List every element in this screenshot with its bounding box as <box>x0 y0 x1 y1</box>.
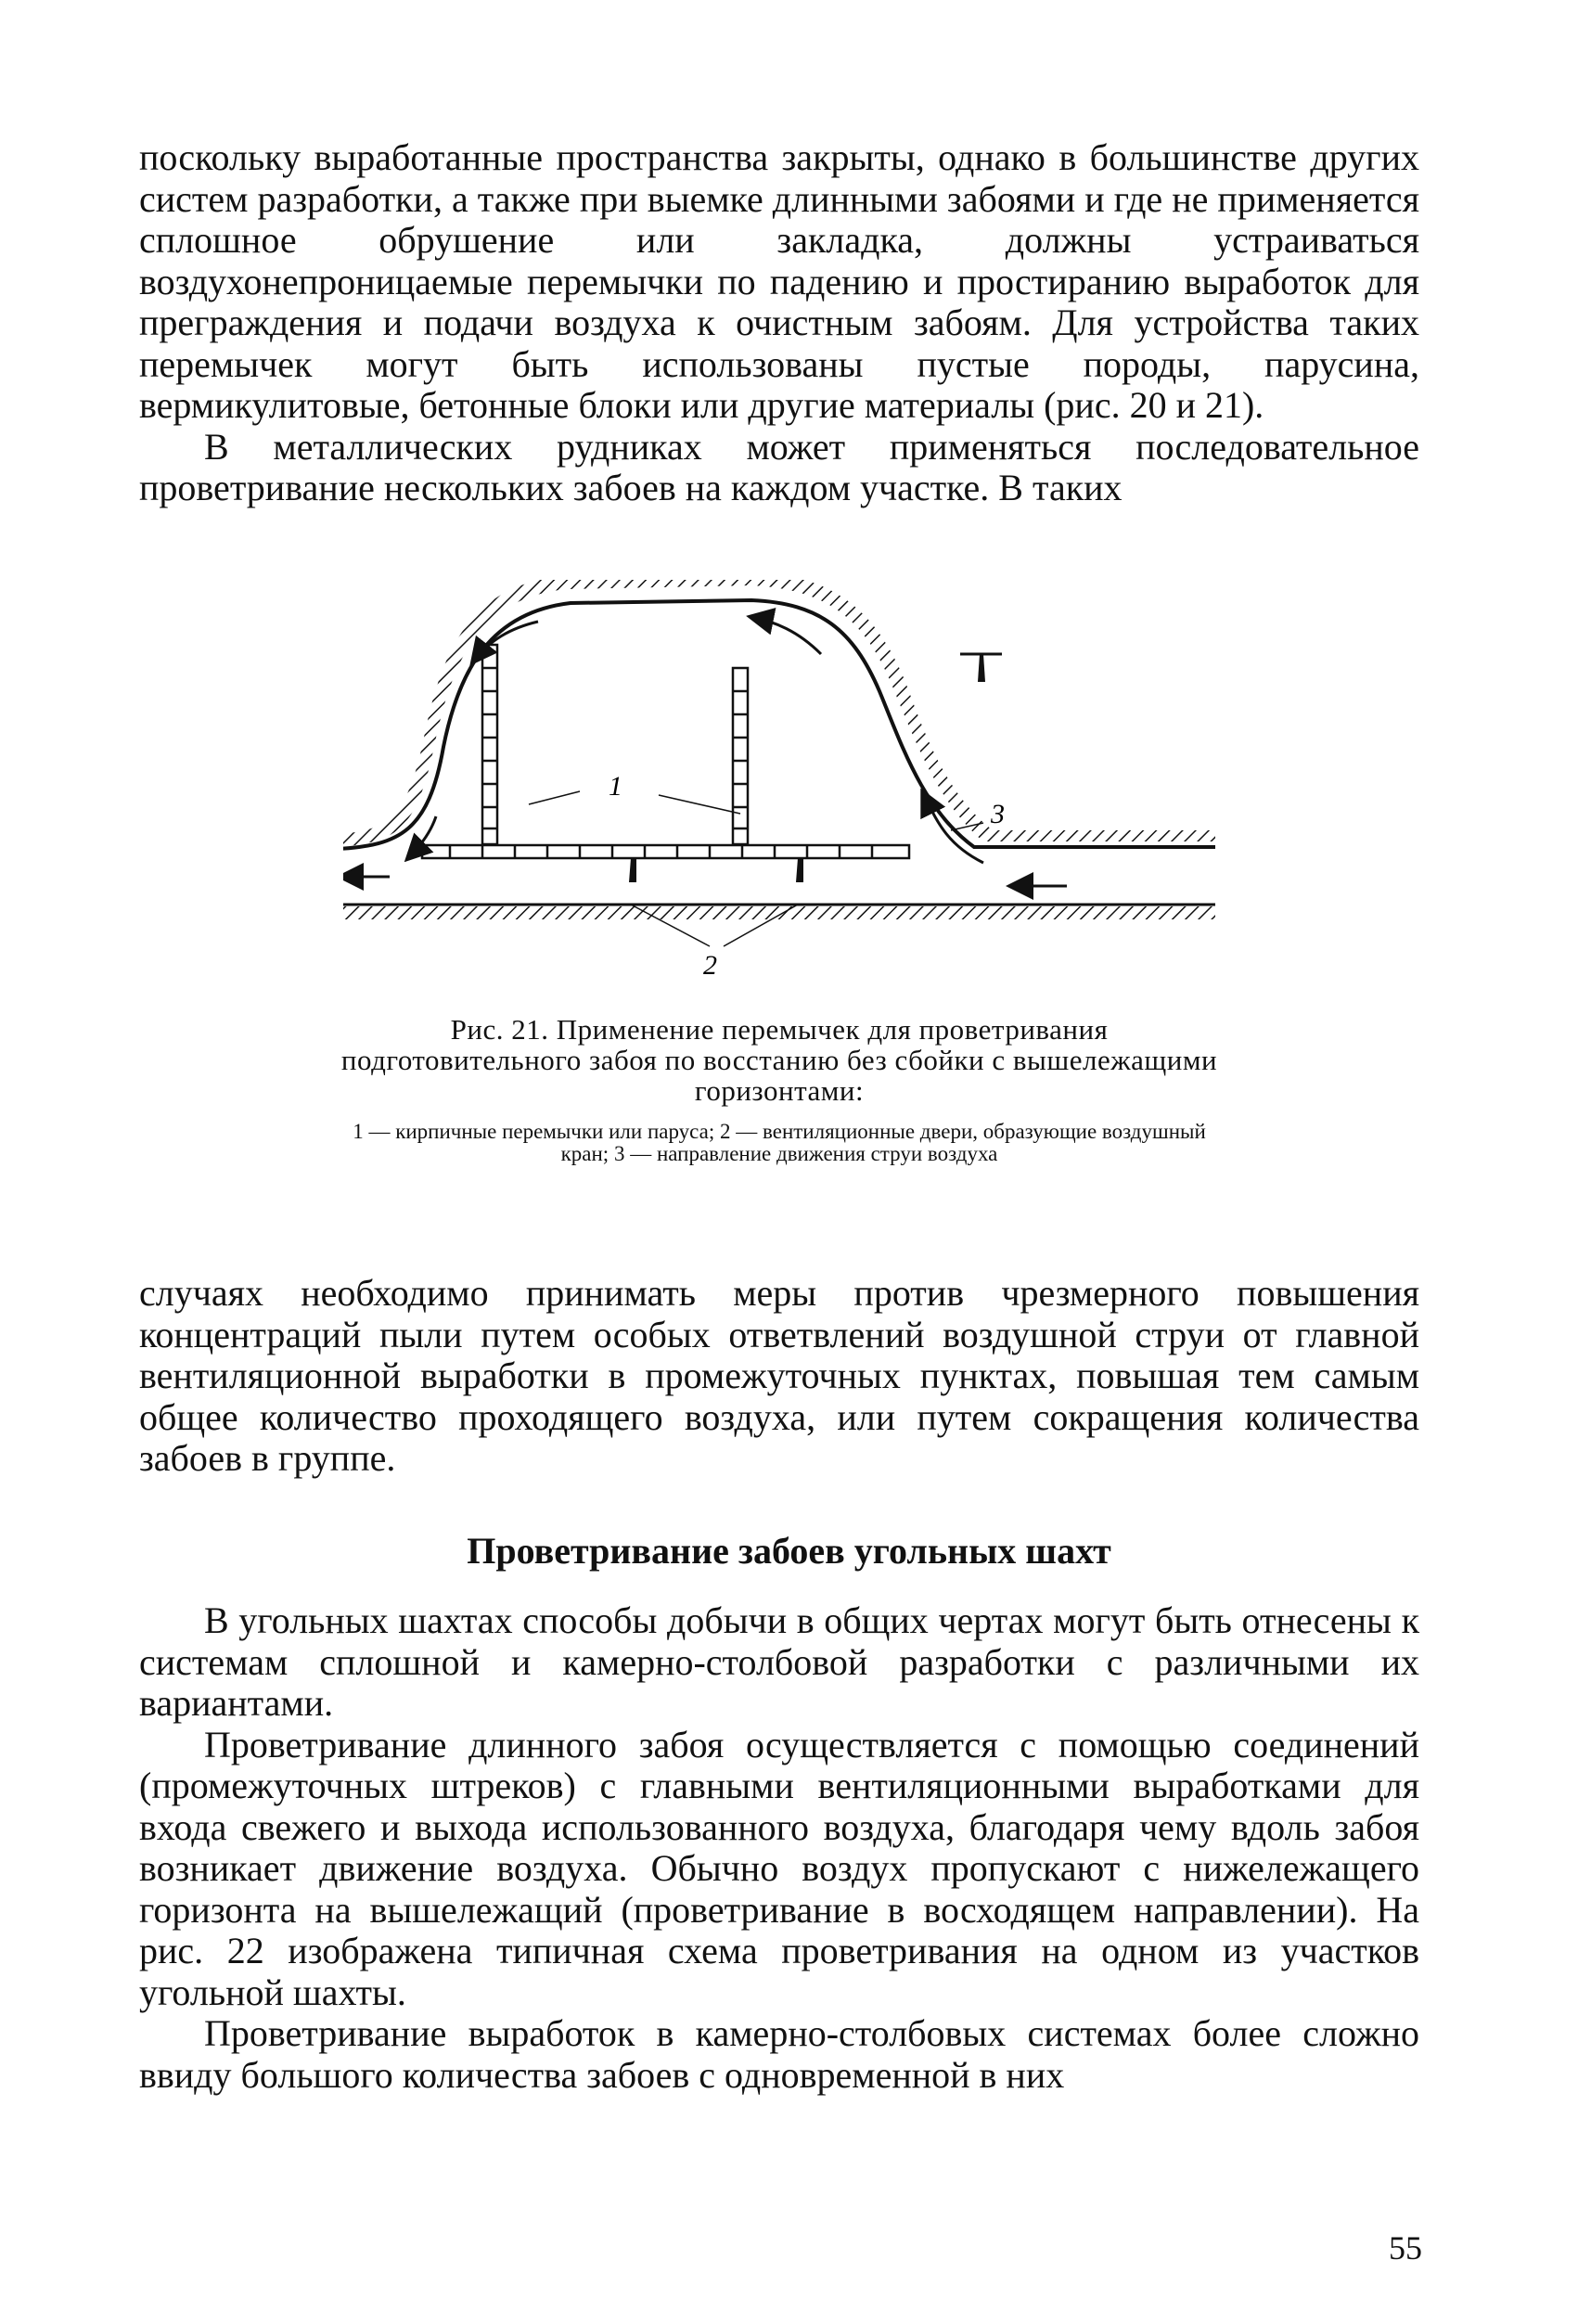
paragraph: В металлических рудниках может применяться последовательное проветривание нескольких забоев на каждом участке. В таких <box>139 425 1419 508</box>
text-block-middle <box>139 1273 1419 1480</box>
brick-partition-right <box>733 668 748 844</box>
caption-legend: 1 — кирпичные перемычки или паруса; 2 — вентиляционные двери, образующие воздушный кран; 3 — направление движения струи воздуха <box>353 1120 1206 1165</box>
brick-partition-horizontal <box>422 845 909 858</box>
label-1: 1 <box>609 771 622 802</box>
label-2: 2 <box>703 950 717 979</box>
brick-partition-left <box>482 645 497 844</box>
text-block-bottom <box>139 1600 1419 2096</box>
paragraph: В угольных шахтах способы добычи в общих чертах могут быть отнесены к системам сплошной и камерно-столбовой разработки с различными их вариантами. <box>139 1599 1419 1724</box>
caption-title: Рис. 21. Применение перемычек для проветривания подготовительного забоя по восстанию без сбойки с вышележащими горизонтами: <box>340 1013 1218 1107</box>
rock-hatching-top <box>343 580 1215 847</box>
figure-21-diagram <box>343 580 1215 979</box>
figure-caption <box>334 1014 1225 1165</box>
text-block-top <box>139 137 1419 509</box>
floor-hatching <box>343 906 1215 919</box>
paragraph: Проветривание выработок в камерно-столбовых системах более сложно ввиду большого количества забоев с одновременной в них <box>139 2012 1419 2096</box>
t-marker-icon <box>960 654 1002 682</box>
paragraph: Проветривание длинного забоя осуществляется с помощью соединений (промежуточных штреков) с главными вентиляционными выработками для входа свежего и выхода использованного воздуха, благодаря чему вдоль забоя возникает движение воздуха. Обычно воздух пропускают с нижележащего горизонта на вышележащий (проветривание в восходящем направлении). На рис. 22 изображена типичная схема проветривания на одном из участков угольной шахты. <box>139 1723 1419 2013</box>
ventilation-door-left <box>629 858 636 882</box>
page-number: 55 <box>1389 2229 1422 2266</box>
paragraph: поскольку выработанные пространства закрыты, однако в большинстве других систем разработки, а также при выемке длинными забоями и где не применяется сплошное обрушение или закладка, должны устраиваться воздухонепроницаемые перемычки по падению и простиранию выработок для преграждения и подачи воздуха к очистным забоям. Для устройства таких перемычек могут быть использованы пустые породы, парусина, вермикулитовые, бетонные блоки или другие материалы (рис. 20 и 21). <box>139 136 1419 426</box>
paragraph: случаях необходимо принимать меры против чрезмерного повышения концентраций пыли путем особых ответвлений воздушной струи от главной вентиляционной выработки в промежуточных пунктах, повышая тем самым общее количество проходящего воздуха, или путем сокращения количества забоев в группе. <box>139 1272 1419 1479</box>
section-heading: Проветривание забоев угольных шахт <box>467 1530 1111 1572</box>
ventilation-door-right <box>796 858 803 882</box>
label-3: 3 <box>991 799 1005 829</box>
airflow-arrow-top-right <box>751 617 821 654</box>
